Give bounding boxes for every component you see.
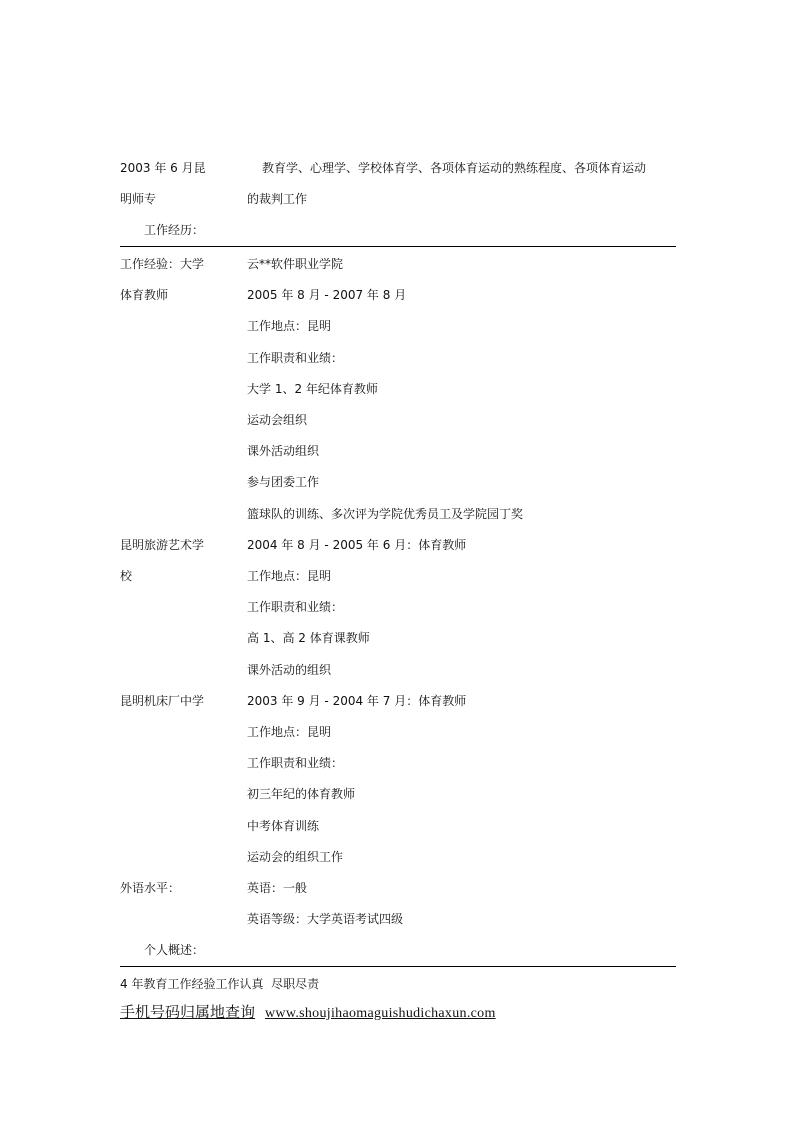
job1-title-line-1: 工作经验：大学 — [120, 257, 205, 271]
section-divider — [120, 246, 676, 247]
job1-duty-item: 篮球队的训练、多次评为学院优秀员工及学院园丁奖 — [247, 507, 524, 521]
job1-period: 2005 年 8 月 - 2007 年 8 月 — [247, 288, 407, 302]
footer-link-url[interactable]: www.shoujihaomaguishudichaxun.com — [265, 1006, 496, 1021]
job2-employer-line-1: 昆明旅游艺术学 — [120, 538, 205, 552]
job2-location: 工作地点：昆明 — [247, 569, 332, 583]
job1-employer: 云**软件职业学院 — [247, 257, 344, 271]
education-description-line-1: 教育学、心理学、学校体育学、各项体育运动的熟练程度、各项体育运动 — [262, 161, 647, 175]
footer-link-text[interactable]: 手机号码归属地查询 — [120, 1003, 256, 1021]
section-divider — [120, 966, 676, 967]
job2-duty-item: 高 1、高 2 体育课教师 — [247, 631, 370, 645]
job3-employer: 昆明机床厂中学 — [120, 694, 205, 708]
job3-duty-item: 运动会的组织工作 — [247, 850, 344, 864]
job2-period: 2004 年 8 月 - 2005 年 6 月：体育教师 — [247, 538, 467, 552]
summary-heading: 个人概述： — [144, 943, 205, 957]
language-certificate: 英语等级：大学英语考试四级 — [247, 912, 404, 926]
language-label: 外语水平： — [120, 881, 181, 895]
job3-location: 工作地点：昆明 — [247, 725, 332, 739]
job3-period: 2003 年 9 月 - 2004 年 7 月：体育教师 — [247, 694, 467, 708]
job2-duty-item: 课外活动的组织 — [247, 663, 332, 677]
job2-employer-line-2: 校 — [120, 569, 133, 583]
job1-title-line-2: 体育教师 — [120, 288, 169, 302]
education-school-line-2: 明师专 — [120, 192, 157, 206]
job3-duties-label: 工作职责和业绩： — [247, 756, 344, 770]
job1-location: 工作地点：昆明 — [247, 319, 332, 333]
footer-link[interactable] — [120, 1003, 496, 1023]
education-date-line-1: 2003 年 6 月昆 — [120, 161, 206, 175]
job1-duty-item: 课外活动组织 — [247, 444, 320, 458]
language-level: 英语：一般 — [247, 881, 308, 895]
job1-duty-item: 参与团委工作 — [247, 475, 320, 489]
job3-duty-item: 初三年纪的体育教师 — [247, 787, 356, 801]
summary-text: 4 年教育工作经验工作认真 尽职尽责 — [120, 977, 320, 991]
job1-duty-item: 大学 1、2 年纪体育教师 — [247, 382, 378, 396]
job1-duty-item: 运动会组织 — [247, 413, 308, 427]
job3-duty-item: 中考体育训练 — [247, 819, 320, 833]
education-description-line-2: 的裁判工作 — [247, 192, 308, 206]
job2-duties-label: 工作职责和业绩： — [247, 600, 344, 614]
work-experience-heading: 工作经历： — [144, 223, 205, 237]
job1-duties-label: 工作职责和业绩： — [247, 351, 344, 365]
